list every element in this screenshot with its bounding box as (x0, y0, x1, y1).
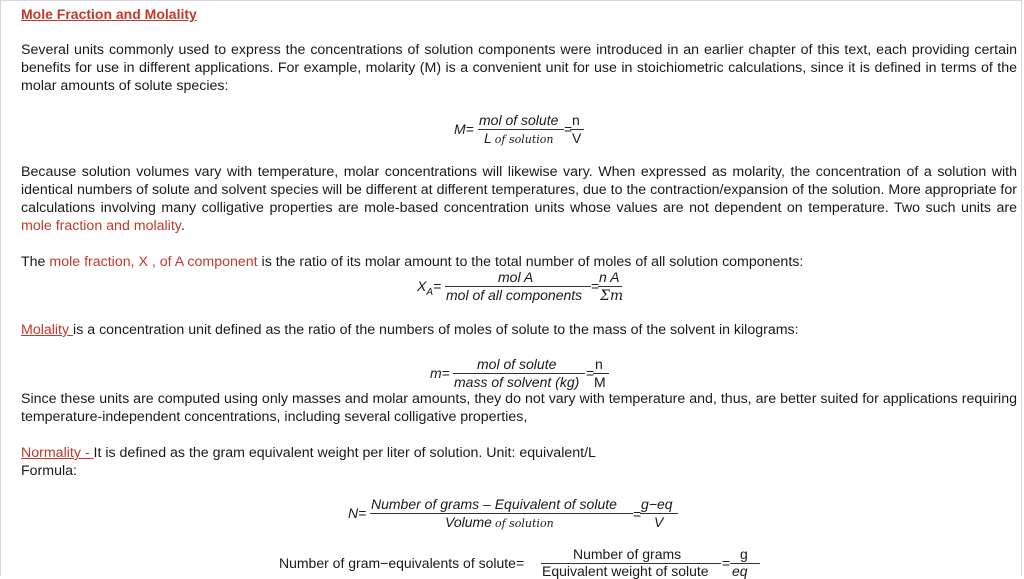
paragraph-5: Since these units are computed using only masses and molar amounts, they do not vary with temperature and, thus, are better suited for applications requiring temperature-independent concentrations, including several colligative properties, (21, 391, 1017, 425)
gram-eq-eq: eq (732, 563, 748, 579)
paragraph-6: Normality - It is defined as the gram equivalent weight per liter of solution. Unit: equivalent/L (21, 445, 596, 461)
page-title[interactable]: Mole Fraction and Molality (21, 6, 197, 22)
molarity-n: n (572, 112, 580, 128)
gram-eq-denominator: Equivalent weight of solute (542, 563, 709, 579)
mole-fraction-lhs: $X_A=$ (417, 278, 442, 298)
normality-geq: g−eq (641, 496, 673, 512)
molality-equals: = (586, 365, 595, 381)
molarity-v: V (572, 130, 582, 146)
gram-eq-g: g (740, 546, 748, 562)
molality-denominator: mass of solvent (kg) (454, 374, 580, 390)
normality-v: V (654, 514, 664, 530)
normality-numerator: Number of grams – Equivalent of solute (371, 496, 617, 512)
mole-fraction-term[interactable]: mole fraction, X , of A component (49, 254, 258, 270)
mole-fraction-na: n A (599, 269, 620, 285)
molarity-denominator: L of solution (484, 130, 554, 146)
molality-m: M (594, 374, 606, 390)
gram-eq-equals: = (722, 555, 731, 571)
paragraph-2: Because solution volumes vary with temperature, molar concentrations will likewise vary. When expressed as molarity, the concentration of a solution with identical numbers of solute and solvent species will be different at different temperatures, due to the contraction/expansion of the solution. More appropriate for calculations involving many colligative properties are mole-based concentration units whose values are not dependent on temperature. Two such units are mole fraction and molality. (21, 164, 1017, 234)
molality-link[interactable]: Molality (21, 322, 74, 338)
paragraph-4: Molality is a concentration unit defined as the ratio of the numbers of moles of solute to the mass of the solvent in kilograms: (21, 322, 799, 338)
normality-link[interactable]: Normality - (21, 445, 94, 461)
molarity-equals: = (564, 121, 573, 137)
molarity-numerator: mol of solute (479, 112, 559, 128)
paragraph-3: The mole fraction, X , of A component is the ratio of its molar amount to the total number of moles of all solution components: (21, 254, 804, 270)
mole-fraction-denominator: mol of all components (446, 287, 583, 303)
normality-denominator: Volume of solution (445, 514, 554, 530)
mole-fraction-equals: = (591, 278, 600, 294)
gram-eq-lhs: Number of gram−equivalents of solute= (279, 555, 525, 571)
normality-equals: = (633, 506, 642, 522)
mole-fraction-numerator: mol A (498, 269, 534, 285)
gram-eq-numerator: Number of grams (573, 546, 682, 562)
mole-fraction-line-2 (598, 286, 622, 287)
intro-paragraph: Several units commonly used to express the concentrations of solution components were introduced in an earlier chapter of this text, each providing certain benefits for use in different applications. For example, molarity (M) is a convenient unit for use in stoichiometric calculations, since it is defined in terms of the molar amounts of solute species: (21, 42, 1017, 94)
molarity-lhs: M= (454, 121, 474, 137)
formula-label: Formula: (21, 463, 77, 479)
molality-n: n (595, 356, 603, 372)
mole-fraction-molality-link[interactable]: mole fraction and molality (21, 218, 181, 234)
mole-fraction-sum: Σm (600, 288, 624, 304)
normality-lhs: N= (348, 505, 367, 521)
molality-lhs: m= (430, 365, 450, 381)
molality-numerator: mol of solute (477, 356, 557, 372)
